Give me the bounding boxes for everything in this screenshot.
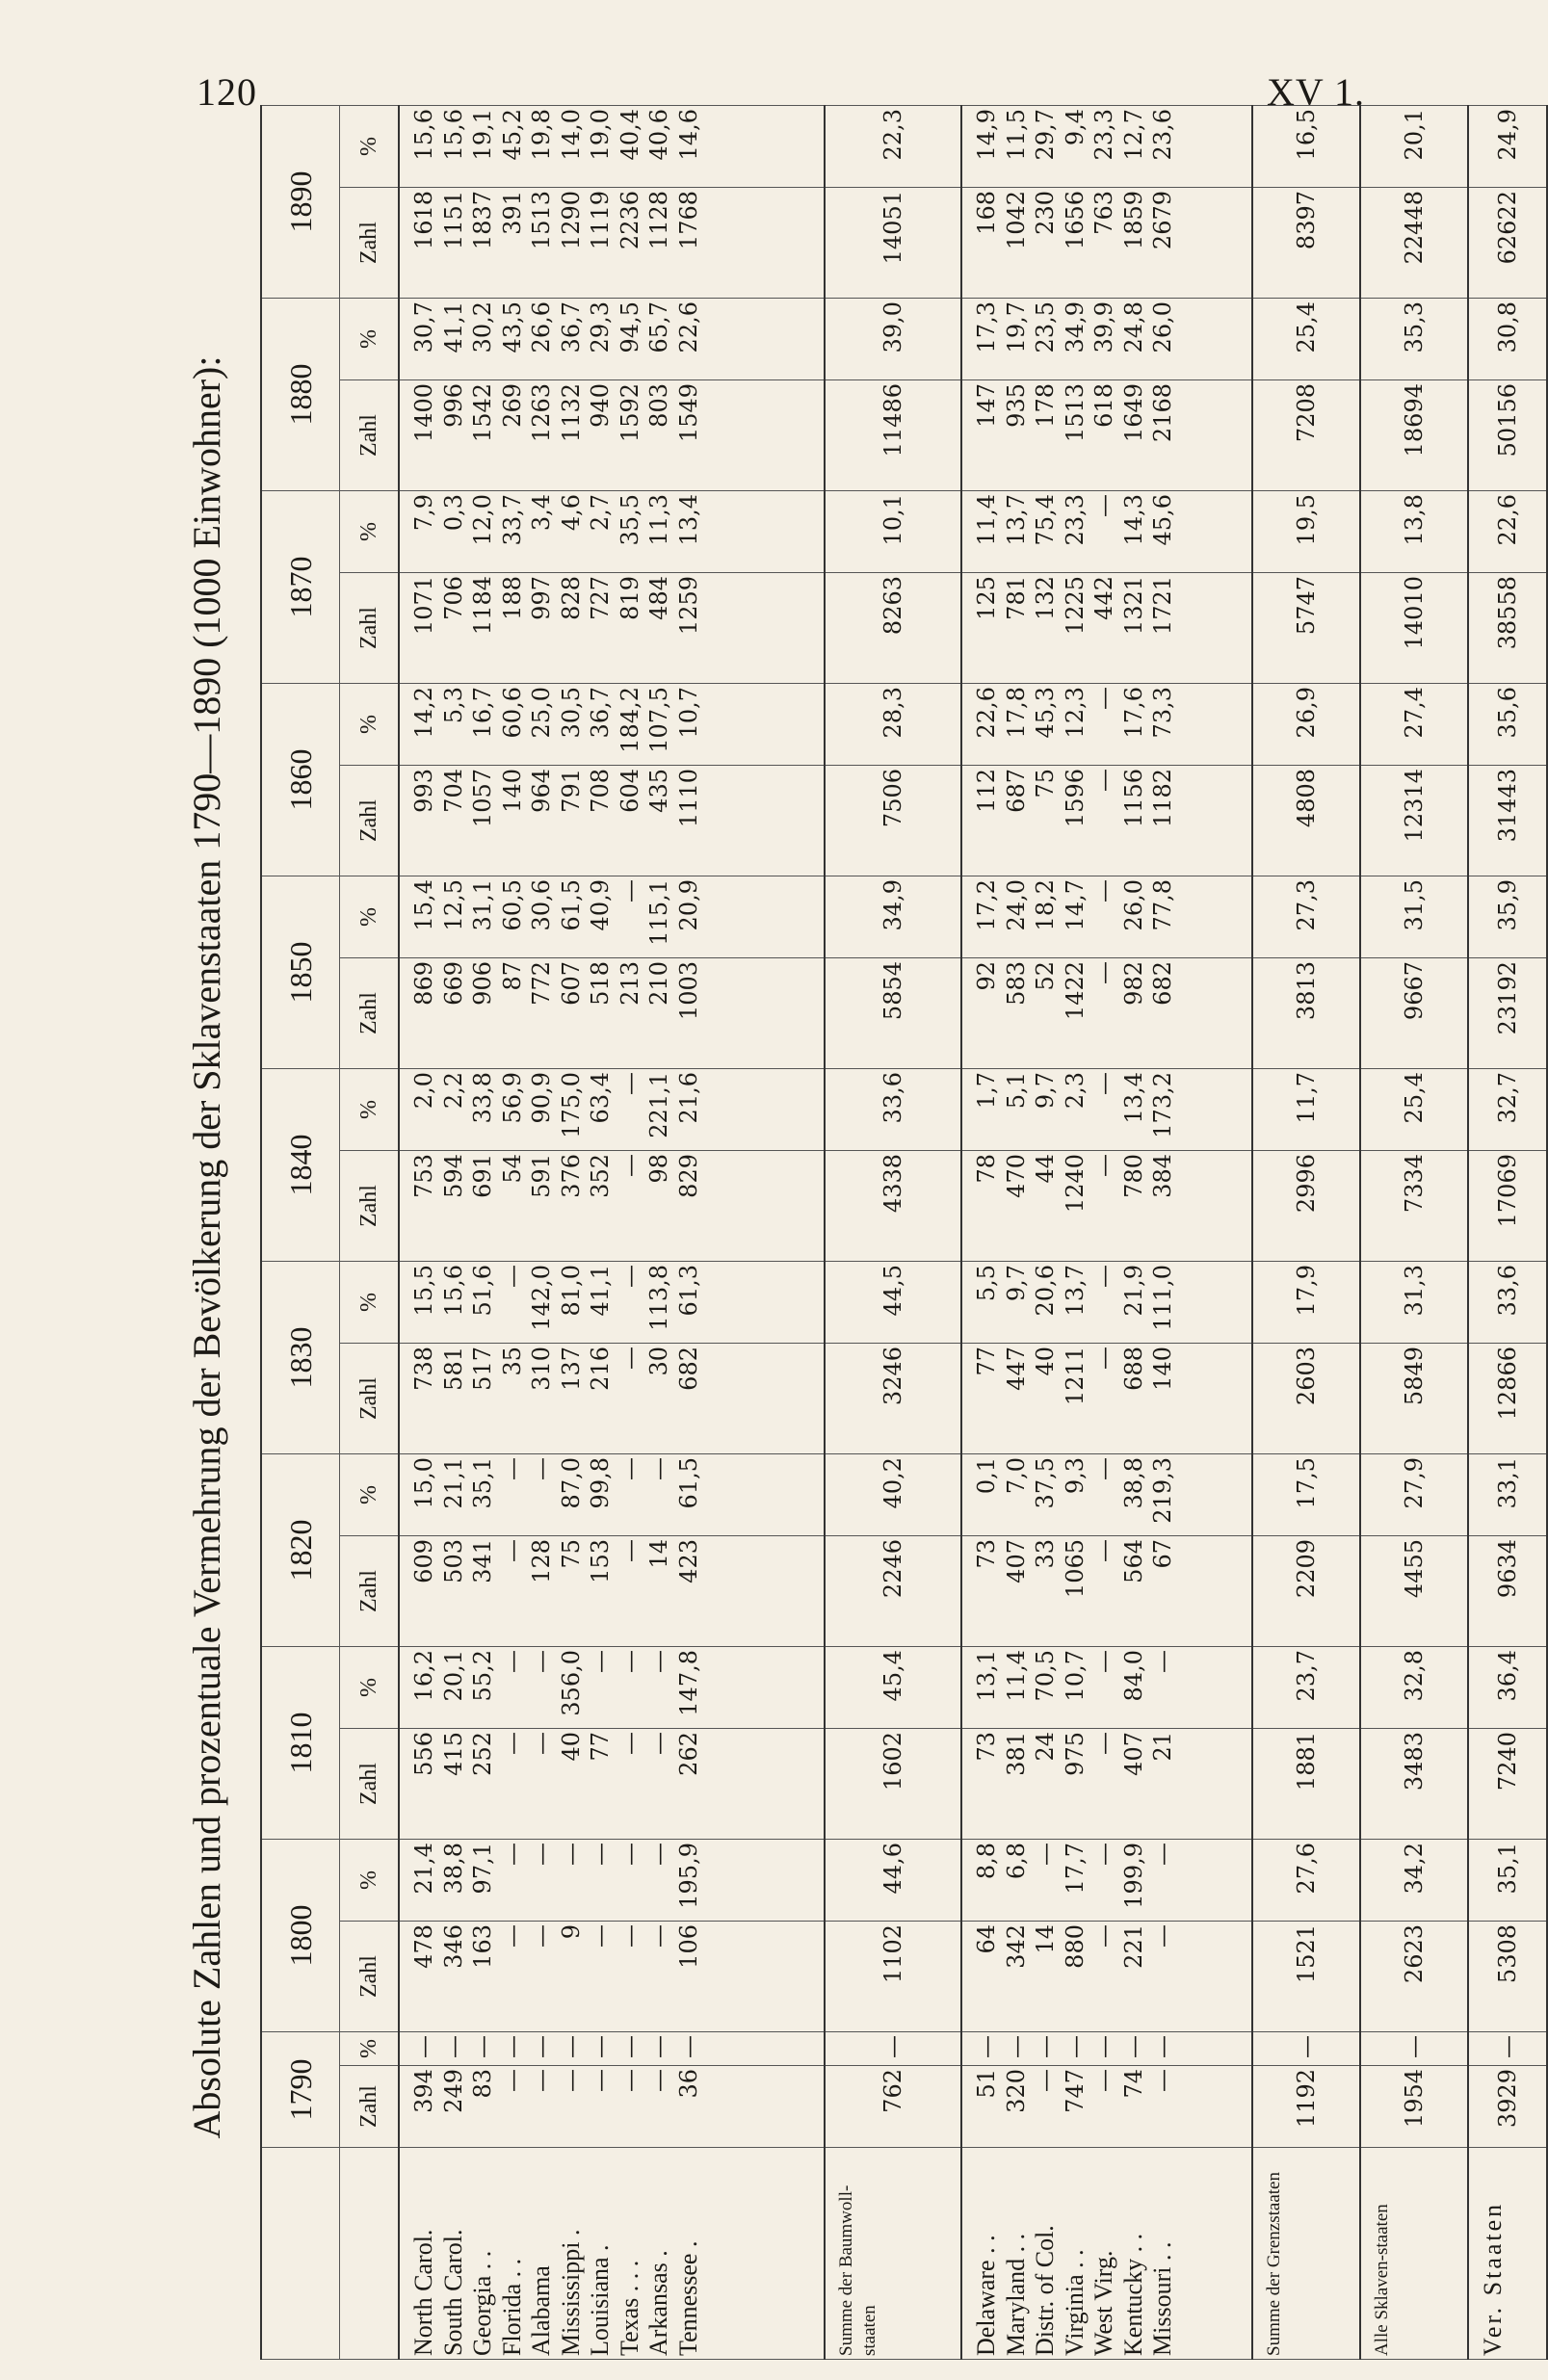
count-cell: 1102	[825, 1922, 961, 2032]
count-cell: 993 704 1057 140 964 791 708 604 435 1110	[399, 766, 825, 876]
count-cell: 22448	[1360, 188, 1468, 299]
count-cell: 77 447 40 1211 — 688 140	[961, 1344, 1252, 1454]
zahl-subheader: Zahl	[340, 1922, 400, 2032]
percent-cell: 14,2 5,3 16,7 60,6 25,0 30,5 36,7 184,2 107,5 10,7	[399, 684, 825, 766]
count-cell: 12866	[1468, 1344, 1547, 1454]
row-label: Delaware . . Maryland . . Distr. of Col. Virginia . . West Virg. Kentucky . . Missouri . .	[961, 2148, 1252, 2360]
corner-cell-sub	[340, 2148, 400, 2360]
count-cell: 556 415 252 — — 40 77 — — 262	[399, 1729, 825, 1840]
percent-cell: 24,9	[1468, 106, 1547, 188]
year-header: 1840	[261, 1069, 340, 1262]
count-cell: 4455	[1360, 1536, 1468, 1647]
percent-cell: 23,7	[1252, 1647, 1360, 1729]
percent-subheader: %	[340, 491, 400, 573]
percent-subheader: %	[340, 1454, 400, 1536]
percent-cell: 33,6	[825, 1069, 961, 1151]
percent-cell: 15,5 15,6 51,6 — 142,0 81,0 41,1 — 113,8 61,3	[399, 1262, 825, 1344]
percent-cell: 36,4	[1468, 1647, 1547, 1729]
count-cell: 147 935 178 1513 618 1649 2168	[961, 380, 1252, 491]
percent-cell: 32,7	[1468, 1069, 1547, 1151]
percent-cell: 11,4 13,7 75,4 23,3 — 14,3 45,6	[961, 491, 1252, 573]
percent-subheader: %	[340, 1647, 400, 1729]
percent-subheader: %	[340, 299, 400, 380]
count-cell: 753 594 691 54 591 376 352 — 98 829	[399, 1151, 825, 1262]
percent-subheader: %	[340, 1069, 400, 1151]
percent-cell: 13,8	[1360, 491, 1468, 573]
year-header: 1800	[261, 1840, 340, 2032]
count-cell: 2246	[825, 1536, 961, 1647]
percent-subheader: %	[340, 1262, 400, 1344]
table-row-sumc	[825, 106, 961, 2360]
percent-subheader: %	[340, 1840, 400, 1922]
table-title: Absolute Zahlen und prozentuale Vermehrung der Bevölkerung der Sklavenstaaten 1790—1890 (1000 Einwohner):	[185, 355, 228, 2139]
year-header-row	[261, 106, 340, 2360]
percent-cell: 45,4	[825, 1647, 961, 1729]
year-header: 1860	[261, 684, 340, 876]
percent-cell: 22,6	[1468, 491, 1547, 573]
count-cell: 64 342 14 880 — 221 —	[961, 1922, 1252, 2032]
percent-cell: 1,7 5,1 9,7 2,3 — 13,4 173,2	[961, 1069, 1252, 1151]
row-label: Alle Sklaven-staaten	[1360, 2148, 1468, 2360]
percent-cell: 10,1	[825, 491, 961, 573]
percent-cell: 33,1	[1468, 1454, 1547, 1536]
year-header: 1820	[261, 1454, 340, 1647]
count-cell: 5308	[1468, 1922, 1547, 2032]
percent-cell: 15,0 21,1 35,1 — — 87,0 99,8 — — 61,5	[399, 1454, 825, 1536]
zahl-subheader: Zahl	[340, 1344, 400, 1454]
count-cell: 1602	[825, 1729, 961, 1840]
percent-cell: 22,6 17,8 45,3 12,3 — 17,6 73,3	[961, 684, 1252, 766]
count-cell: 9634	[1468, 1536, 1547, 1647]
count-cell: 2996	[1252, 1151, 1360, 1262]
count-cell: 3929	[1468, 2066, 1547, 2148]
zahl-subheader: Zahl	[340, 1536, 400, 1647]
percent-cell: 39,0	[825, 299, 961, 380]
count-cell: 762	[825, 2066, 961, 2148]
table-row-slave	[1360, 106, 1468, 2360]
subheader-row	[340, 106, 400, 2360]
percent-cell: 17,9	[1252, 1262, 1360, 1344]
count-cell: 7208	[1252, 380, 1360, 491]
percent-subheader: %	[340, 2032, 400, 2066]
percent-cell: 11,7	[1252, 1069, 1360, 1151]
count-cell: 1618 1151 1837 391 1513 1290 1119 2236 1128 1768	[399, 188, 825, 299]
percent-cell: 31,5	[1360, 876, 1468, 958]
percent-cell: — — — — — — — — — —	[399, 2032, 825, 2066]
percent-cell: 34,9	[825, 876, 961, 958]
percent-cell: 27,4	[1360, 684, 1468, 766]
percent-cell: 16,2 20,1 55,2 — — 356,0 — — — 147,8	[399, 1647, 825, 1729]
year-header: 1850	[261, 876, 340, 1069]
count-cell: 3483	[1360, 1729, 1468, 1840]
count-cell: 2623	[1360, 1922, 1468, 2032]
year-header: 1830	[261, 1262, 340, 1454]
count-cell: 1521	[1252, 1922, 1360, 2032]
count-cell: 18694	[1360, 380, 1468, 491]
zahl-subheader: Zahl	[340, 958, 400, 1069]
page-number: 120	[197, 70, 257, 114]
percent-cell: 20,1	[1360, 106, 1468, 188]
count-cell: 31443	[1468, 766, 1547, 876]
percent-cell: 44,6	[825, 1840, 961, 1922]
count-cell: 5849	[1360, 1344, 1468, 1454]
zahl-subheader: Zahl	[340, 1729, 400, 1840]
count-cell: 7506	[825, 766, 961, 876]
count-cell: 8397	[1252, 188, 1360, 299]
rotated-table-block	[173, 109, 1521, 2360]
table-row-cotton	[399, 106, 825, 2360]
count-cell: 4338	[825, 1151, 961, 1262]
percent-cell: 35,1	[1468, 1840, 1547, 1922]
percent-cell: 40,2	[825, 1454, 961, 1536]
percent-cell: —	[1468, 2032, 1547, 2066]
percent-cell: 26,9	[1252, 684, 1360, 766]
percent-cell: 27,9	[1360, 1454, 1468, 1536]
percent-cell: 30,7 41,1 30,2 43,5 26,6 36,7 29,3 94,5 65,7 22,6	[399, 299, 825, 380]
count-cell: 50156	[1468, 380, 1547, 491]
percent-cell: 27,3	[1252, 876, 1360, 958]
percent-cell: 19,5	[1252, 491, 1360, 573]
percent-subheader: %	[340, 876, 400, 958]
percent-cell: 14,9 11,5 29,7 9,4 23,3 12,7 23,6	[961, 106, 1252, 188]
percent-cell: 15,6 15,6 19,1 45,2 19,8 14,0 19,0 40,4 40,6 14,6	[399, 106, 825, 188]
count-cell: 609 503 341 — 128 75 153 — 14 423	[399, 1536, 825, 1647]
count-cell: 51 320 — 747 — 74 —	[961, 2066, 1252, 2148]
corner-cell	[261, 2148, 340, 2360]
count-cell: 5854	[825, 958, 961, 1069]
count-cell: 3246	[825, 1344, 961, 1454]
population-table	[260, 105, 1548, 2360]
percent-cell: 15,4 12,5 31,1 60,5 30,6 61,5 40,9 — 115,1 20,9	[399, 876, 825, 958]
count-cell: 78 470 44 1240 — 780 384	[961, 1151, 1252, 1262]
percent-cell: 22,3	[825, 106, 961, 188]
count-cell: 73 407 33 1065 — 564 67	[961, 1536, 1252, 1647]
percent-cell: 21,4 38,8 97,1 — — — — — — 195,9	[399, 1840, 825, 1922]
percent-cell: 25,4	[1360, 1069, 1468, 1151]
percent-cell: 28,3	[825, 684, 961, 766]
zahl-subheader: Zahl	[340, 188, 400, 299]
count-cell: 9667	[1360, 958, 1468, 1069]
zahl-subheader: Zahl	[340, 766, 400, 876]
percent-cell: —	[825, 2032, 961, 2066]
count-cell: 2209	[1252, 1536, 1360, 1647]
count-cell: 1954	[1360, 2066, 1468, 2148]
count-cell: 14051	[825, 188, 961, 299]
percent-subheader: %	[340, 684, 400, 766]
year-header: 1790	[261, 2032, 340, 2148]
percent-cell: 17,2 24,0 18,2 14,7 — 26,0 77,8	[961, 876, 1252, 958]
count-cell: 394 249 83 — — — — — — 36	[399, 2066, 825, 2148]
percent-cell: 17,5	[1252, 1454, 1360, 1536]
count-cell: 1071 706 1184 188 997 828 727 819 484 1259	[399, 573, 825, 684]
count-cell: 125 781 132 1225 442 1321 1721	[961, 573, 1252, 684]
percent-cell: 16,5	[1252, 106, 1360, 188]
count-cell: 2603	[1252, 1344, 1360, 1454]
percent-cell: 35,3	[1360, 299, 1468, 380]
count-cell: 62622	[1468, 188, 1547, 299]
zahl-subheader: Zahl	[340, 1151, 400, 1262]
percent-cell: 27,6	[1252, 1840, 1360, 1922]
percent-cell: 32,8	[1360, 1647, 1468, 1729]
count-cell: 12314	[1360, 766, 1468, 876]
count-cell: 869 669 906 87 772 607 518 213 210 1003	[399, 958, 825, 1069]
percent-subheader: %	[340, 106, 400, 188]
row-label: Summe der Baumwoll-staaten	[825, 2148, 961, 2360]
table-row-border	[961, 106, 1252, 2360]
count-cell: 1881	[1252, 1729, 1360, 1840]
year-header: 1880	[261, 299, 340, 491]
zahl-subheader: Zahl	[340, 380, 400, 491]
table-row-ver	[1468, 106, 1547, 2360]
count-cell: 168 1042 230 1656 763 1859 2679	[961, 188, 1252, 299]
count-cell: 112 687 75 1596 — 1156 1182	[961, 766, 1252, 876]
percent-cell: 2,0 2,2 33,8 56,9 90,9 175,0 63,4 — 221,1 21,6	[399, 1069, 825, 1151]
count-cell: 17069	[1468, 1151, 1547, 1262]
percent-cell: 7,9 0,3 12,0 33,7 3,4 4,6 2,7 35,5 11,3 13,4	[399, 491, 825, 573]
percent-cell: 0,1 7,0 37,5 9,3 — 38,8 219,3	[961, 1454, 1252, 1536]
count-cell: 1192	[1252, 2066, 1360, 2148]
row-label: North Carol. South Carol. Georgia . . Florida . . Alabama Mississippi . Louisiana . Texas . . . Arkansas . Tennessee .	[399, 2148, 825, 2360]
percent-cell: 31,3	[1360, 1262, 1468, 1344]
percent-cell: 34,2	[1360, 1840, 1468, 1922]
percent-cell: 44,5	[825, 1262, 961, 1344]
count-cell: 478 346 163 — — 9 — — — 106	[399, 1922, 825, 2032]
row-label: Summe der Grenzstaaten	[1252, 2148, 1360, 2360]
count-cell: 4808	[1252, 766, 1360, 876]
count-cell: 3813	[1252, 958, 1360, 1069]
year-header: 1810	[261, 1647, 340, 1840]
table-row-sumb	[1252, 106, 1360, 2360]
percent-cell: 30,8	[1468, 299, 1547, 380]
zahl-subheader: Zahl	[340, 2066, 400, 2148]
count-cell: 7240	[1468, 1729, 1547, 1840]
percent-cell: 25,4	[1252, 299, 1360, 380]
percent-cell: 8,8 6,8 — 17,7 — 199,9 —	[961, 1840, 1252, 1922]
count-cell: 11486	[825, 380, 961, 491]
percent-cell: 13,1 11,4 70,5 10,7 — 84,0 —	[961, 1647, 1252, 1729]
row-label: Ver. Staaten	[1468, 2148, 1547, 2360]
count-cell: 1400 996 1542 269 1263 1132 940 1592 803 1549	[399, 380, 825, 491]
zahl-subheader: Zahl	[340, 573, 400, 684]
count-cell: 5747	[1252, 573, 1360, 684]
percent-cell: 35,6	[1468, 684, 1547, 766]
percent-cell: 5,5 9,7 20,6 13,7 — 21,9 111,0	[961, 1262, 1252, 1344]
section-mark: XV 1.	[1266, 70, 1365, 114]
count-cell: 8263	[825, 573, 961, 684]
count-cell: 23192	[1468, 958, 1547, 1069]
count-cell: 738 581 517 35 310 137 216 — 30 682	[399, 1344, 825, 1454]
count-cell: 14010	[1360, 573, 1468, 684]
percent-cell: 33,6	[1468, 1262, 1547, 1344]
percent-cell: — — — — — — —	[961, 2032, 1252, 2066]
year-header: 1870	[261, 491, 340, 684]
percent-cell: —	[1252, 2032, 1360, 2066]
count-cell: 73 381 24 975 — 407 21	[961, 1729, 1252, 1840]
count-cell: 38558	[1468, 573, 1547, 684]
count-cell: 7334	[1360, 1151, 1468, 1262]
count-cell: 92 583 52 1422 — 982 682	[961, 958, 1252, 1069]
year-header: 1890	[261, 106, 340, 299]
percent-cell: 17,3 19,7 23,5 34,9 39,9 24,8 26,0	[961, 299, 1252, 380]
percent-cell: —	[1360, 2032, 1468, 2066]
percent-cell: 35,9	[1468, 876, 1547, 958]
